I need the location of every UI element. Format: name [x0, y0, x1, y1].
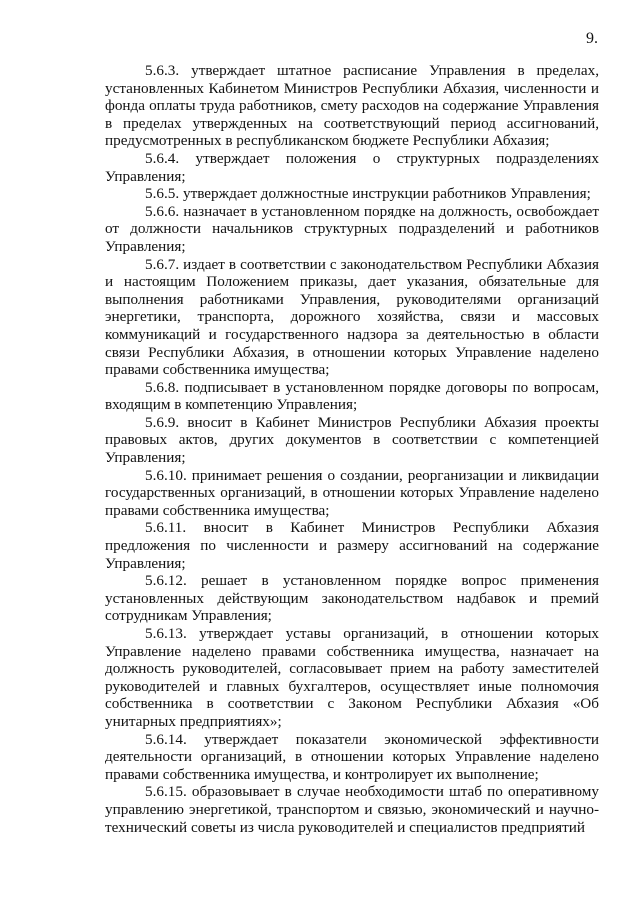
- document-body: [105, 62, 599, 836]
- paragraph-5-6-7: 5.6.7. издает в соответствии с законодательством Республики Абхазия и настоящим Положением приказы, дает указания, обязательные для выполнения работниками Управления, руководителями организаций энергетики, транспорта, дорожного хозяйства, связи и массовых коммуникаций и государственного надзора за деятельностью в области связи Республики Абхазия, в отношении которых Управление наделено правами собственника имущества;: [105, 255, 599, 379]
- paragraph-5-6-8: 5.6.8. подписывает в установленном порядке договоры по вопросам, входящим в компетенцию Управления;: [105, 378, 599, 414]
- paragraph-5-6-3: 5.6.3. утверждает штатное расписание Управления в пределах, установленных Кабинетом Министров Республики Абхазия, численности и фонда оплаты труда работников, смету расходов на содержание Управления в пределах утвержденных на соответствующий период ассигнований, предусмотренных в республиканском бюджете Республики Абхазия;: [105, 62, 599, 150]
- paragraph-5-6-15: 5.6.15. образовывает в случае необходимости штаб по оперативному управлению энергетикой, транспортом и связью, экономический и научно-технический советы из числа руководителей и специалистов предприятий: [105, 783, 599, 836]
- paragraph-5-6-4: 5.6.4. утверждает положения о структурных подразделениях Управления;: [105, 149, 599, 185]
- paragraph-5-6-10: 5.6.10. принимает решения о создании, реорганизации и ликвидации государственных организаций, в отношении которых Управление наделено правами собственника имущества;: [105, 466, 599, 519]
- paragraph-5-6-14: 5.6.14. утверждает показатели экономической эффективности деятельности организаций, в отношении которых Управление наделено правами собственника имущества, и контролирует их выполнение;: [105, 730, 599, 783]
- paragraph-5-6-5: 5.6.5. утверждает должностные инструкции работников Управления;: [145, 185, 591, 203]
- paragraph-5-6-13: 5.6.13. утверждает уставы организаций, в отношении которых Управление наделено правами собственника имущества, назначает на должность руководителей, согласовывает прием на работу заместителей руководителей и главных бухгалтеров, осуществляет иные полномочия собственника в соответствии с Законом Республики Абхазия «Об унитарных предприятиях»;: [105, 625, 599, 730]
- paragraph-5-6-9: 5.6.9. вносит в Кабинет Министров Республики Абхазия проекты правовых актов, других документов в соответствии с компетенцией Управления;: [105, 413, 599, 467]
- page-number: 9.: [586, 30, 598, 47]
- paragraph-5-6-11: 5.6.11. вносит в Кабинет Министров Республики Абхазия предложения по численности и размеру ассигнований на содержание Управления;: [105, 519, 599, 572]
- paragraph-5-6-12: 5.6.12. решает в установленном порядке вопрос применения установленных действующим законодательством надбавок и премий сотрудникам Управления;: [105, 572, 599, 625]
- paragraph-5-6-6: 5.6.6. назначает в установленном порядке на должность, освобождает от должности начальников структурных подразделений и работников Управления;: [105, 202, 599, 255]
